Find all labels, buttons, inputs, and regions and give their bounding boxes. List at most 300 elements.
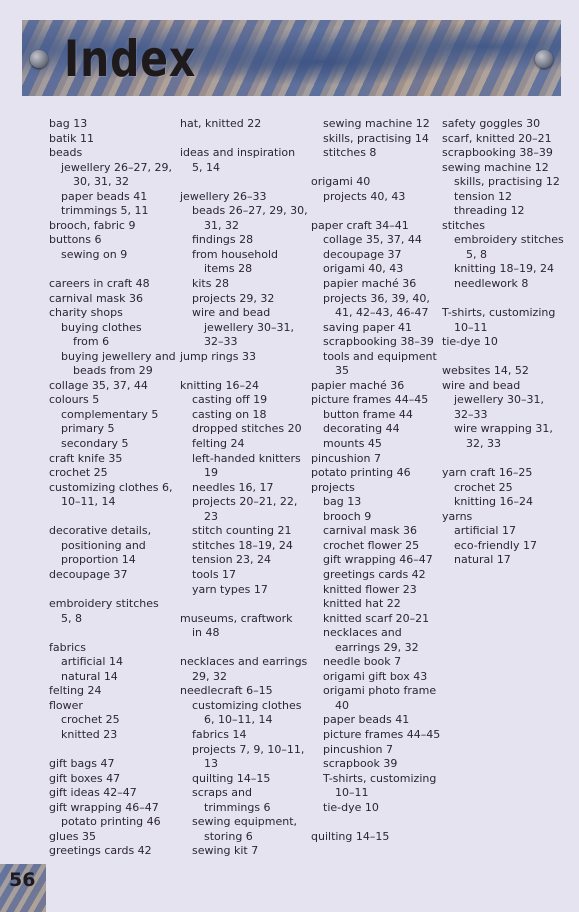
index-entry-line: 10–11 xyxy=(454,320,488,334)
index-entry-line: button frame 44 xyxy=(323,407,413,421)
index-entry-line: picture frames 44–45 xyxy=(323,727,441,741)
index-entry xyxy=(49,132,174,147)
index-column-4 xyxy=(442,117,567,568)
index-subentry xyxy=(311,335,436,350)
index-subentry xyxy=(180,277,305,292)
index-spacer xyxy=(311,161,436,176)
page-title: Index xyxy=(64,30,197,88)
index-entry-line: quilting 14–15 xyxy=(192,771,271,785)
index-entry-line: customizing clothes 6, xyxy=(49,480,173,494)
index-entry-line: jewellery 30–31, xyxy=(204,320,294,334)
index-entry-line: needlework 8 xyxy=(454,277,529,291)
index-entry xyxy=(49,117,174,132)
index-subentry xyxy=(180,728,305,743)
index-entry-line: artificial 17 xyxy=(454,524,516,538)
index-entry-line: wire wrapping 31, xyxy=(454,422,553,436)
index-entry-line: buttons 6 xyxy=(49,233,102,247)
rivet-icon xyxy=(535,50,553,68)
index-entry-line: jewellery 26–27, 29, xyxy=(61,160,172,174)
index-entry-line: greetings cards 42 xyxy=(323,567,426,581)
index-entry-line: needle book 7 xyxy=(323,655,402,669)
index-entry-line: pincushion 7 xyxy=(311,451,381,465)
index-entry-line: scraps and xyxy=(192,786,252,800)
index-entry-line: projects 20–21, 22, xyxy=(192,495,298,509)
index-entry-line: positioning and xyxy=(61,538,146,552)
index-spacer xyxy=(311,815,436,830)
index-spacer xyxy=(442,292,567,307)
index-entry xyxy=(49,699,174,714)
index-subentry xyxy=(180,481,305,496)
index-subentry xyxy=(49,713,174,728)
index-entry xyxy=(49,277,174,292)
page-number: 56 xyxy=(9,869,36,891)
index-entry-line: ideas and inspiration xyxy=(180,146,296,160)
index-subentry xyxy=(180,786,305,815)
index-entry-line: yarns xyxy=(442,509,473,523)
index-entry-line: 29, 32 xyxy=(192,669,227,683)
index-subentry xyxy=(180,524,305,539)
index-subentry xyxy=(311,626,436,655)
index-subentry xyxy=(180,772,305,787)
index-entry-line: necklaces and earrings xyxy=(180,655,308,669)
index-entry-line: potato printing 46 xyxy=(61,815,161,829)
index-subentry xyxy=(180,452,305,481)
index-entry-line: casting on 18 xyxy=(192,407,267,421)
index-subentry xyxy=(180,568,305,583)
index-entry-line: origami 40, 43 xyxy=(323,262,404,276)
index-subentry xyxy=(49,190,174,205)
index-entry xyxy=(49,524,174,568)
index-subentry xyxy=(180,539,305,554)
index-column-1 xyxy=(49,117,174,859)
index-entry-line: necklaces and xyxy=(323,626,402,640)
index-subentry xyxy=(311,292,436,321)
index-subentry xyxy=(180,292,305,307)
index-spacer xyxy=(49,743,174,758)
index-spacer xyxy=(49,510,174,525)
index-entry-line: decoupage 37 xyxy=(323,247,402,261)
index-entry-line: in 48 xyxy=(192,626,220,640)
index-entry-line: felting 24 xyxy=(192,437,245,451)
index-entry xyxy=(49,684,174,699)
index-entry-line: casting off 19 xyxy=(192,393,268,407)
index-entry-line: projects 40, 43 xyxy=(323,189,406,203)
index-subentry xyxy=(180,204,308,233)
index-subentry xyxy=(311,117,436,132)
index-entry-line: felting 24 xyxy=(49,684,102,698)
index-entry-line: scarf, knitted 20–21 xyxy=(442,131,552,145)
index-entry-line: items 28 xyxy=(204,262,253,276)
index-subentry xyxy=(49,815,174,830)
index-entry-line: greetings cards 42 xyxy=(49,844,152,858)
index-entry-line: 40 xyxy=(335,698,349,712)
index-entry-line: needlecraft 6–15 xyxy=(180,684,273,698)
index-entry-line: tie-dye 10 xyxy=(323,800,379,814)
index-entry-line: mounts 45 xyxy=(323,437,382,451)
index-entry-line: picture frames 44–45 xyxy=(311,393,429,407)
index-subentry xyxy=(442,233,567,262)
index-subentry xyxy=(442,190,567,205)
index-entry-line: tools 17 xyxy=(192,567,237,581)
index-entry-line: gift boxes 47 xyxy=(49,771,121,785)
index-entry-line: T-shirts, customizing xyxy=(442,306,556,320)
index-entry-line: scrapbook 39 xyxy=(323,757,398,771)
index-subentry xyxy=(442,539,567,554)
index-entry-line: 35 xyxy=(335,364,349,378)
index-entry-line: knitting 16–24 xyxy=(454,495,534,509)
index-entry-line: careers in craft 48 xyxy=(49,277,150,291)
index-entry-line: left-handed knitters xyxy=(192,451,301,465)
index-entry-line: natural 14 xyxy=(61,669,118,683)
index-entry-line: knitted scarf 20–21 xyxy=(323,611,430,625)
index-entry xyxy=(442,466,567,481)
index-entry xyxy=(311,393,436,408)
index-entry-line: trimmings 6 xyxy=(204,800,271,814)
index-entry xyxy=(442,510,567,525)
index-entry-line: saving paper 41 xyxy=(323,320,412,334)
index-entry xyxy=(49,801,174,816)
index-spacer xyxy=(49,626,174,641)
index-entry-line: projects xyxy=(311,480,355,494)
index-entry-line: websites 14, 52 xyxy=(442,364,529,378)
index-entry-line: 10–11 xyxy=(335,786,369,800)
index-entry-line: 31, 32 xyxy=(204,218,239,232)
index-entry xyxy=(49,481,174,510)
index-entry-line: 30, 31, 32 xyxy=(73,175,129,189)
index-entry xyxy=(180,655,308,684)
index-entry-line: 32, 33 xyxy=(466,437,501,451)
index-entry xyxy=(311,466,436,481)
index-entry-line: proportion 14 xyxy=(61,553,136,567)
index-entry xyxy=(49,786,174,801)
index-entry-line: brooch, fabric 9 xyxy=(49,218,136,232)
index-subentry xyxy=(311,233,436,248)
index-subentry xyxy=(442,553,567,568)
index-spacer xyxy=(49,262,174,277)
index-subentry xyxy=(311,510,436,525)
index-entry-line: bag 13 xyxy=(323,495,362,509)
index-entry-line: 32–33 xyxy=(204,335,238,349)
index-entry xyxy=(442,117,567,132)
index-entry-line: buying clothes xyxy=(61,320,142,334)
index-entry-line: sewing on 9 xyxy=(61,247,128,261)
index-entry-line: findings 28 xyxy=(192,233,254,247)
index-subentry xyxy=(311,553,436,568)
index-entry-line: museums, craftwork xyxy=(180,611,293,625)
index-subentry xyxy=(180,815,305,844)
index-entry-line: knitted hat 22 xyxy=(323,597,401,611)
index-entry-line: batik 11 xyxy=(49,131,94,145)
index-entry xyxy=(49,379,174,394)
index-entry-line: yarn types 17 xyxy=(192,582,268,596)
index-subentry xyxy=(311,350,436,379)
index-subentry xyxy=(180,699,305,728)
index-banner xyxy=(22,20,561,96)
index-entry-line: kits 28 xyxy=(192,277,229,291)
index-entry-line: crochet 25 xyxy=(61,713,120,727)
index-entry-line: earrings 29, 32 xyxy=(335,640,419,654)
index-entry-line: sewing machine 12 xyxy=(323,117,430,130)
index-subentry xyxy=(311,408,436,423)
index-entry-line: papier maché 36 xyxy=(311,378,405,392)
index-entry-line: wire and bead xyxy=(192,306,271,320)
index-entry-line: beads from 29 xyxy=(73,364,153,378)
index-entry-line: origami photo frame xyxy=(323,684,437,698)
index-entry-line: T-shirts, customizing xyxy=(323,771,437,785)
index-entry xyxy=(180,379,305,394)
index-entry-line: beads 26–27, 29, 30, xyxy=(192,204,308,218)
index-entry xyxy=(311,219,436,234)
index-entry xyxy=(180,350,305,365)
index-subentry xyxy=(180,248,305,277)
index-entry xyxy=(180,612,305,641)
index-entry xyxy=(442,219,567,234)
index-entry-line: collage 35, 37, 44 xyxy=(49,378,148,392)
index-subentry xyxy=(311,583,436,598)
index-entry-line: brooch 9 xyxy=(323,509,372,523)
index-subentry xyxy=(311,321,436,336)
index-subentry xyxy=(49,422,174,437)
index-column-2 xyxy=(180,117,308,859)
index-entry-line: stitches 18–19, 24 xyxy=(192,538,293,552)
index-subentry xyxy=(49,350,174,379)
index-entry xyxy=(442,335,567,350)
index-entry-line: 5, 8 xyxy=(466,247,487,261)
index-entry-line: tension 12 xyxy=(454,189,513,203)
index-entry-line: from household xyxy=(192,247,279,261)
index-subentry xyxy=(311,612,436,627)
index-entry xyxy=(180,117,305,132)
index-spacer xyxy=(180,597,305,612)
index-entry xyxy=(49,306,174,321)
index-entry xyxy=(49,146,174,161)
index-entry-line: pincushion 7 xyxy=(323,742,393,756)
index-subentry xyxy=(311,495,436,510)
index-entry xyxy=(49,757,174,772)
index-spacer xyxy=(442,452,567,467)
index-entry xyxy=(442,364,567,379)
index-spacer xyxy=(180,641,305,656)
index-subentry xyxy=(311,524,436,539)
index-subentry xyxy=(180,583,305,598)
index-subentry xyxy=(442,481,567,496)
index-entry-line: sewing kit 7 xyxy=(192,844,259,858)
index-entry-line: bag 13 xyxy=(49,117,88,130)
index-entry-line: origami 40 xyxy=(311,175,371,189)
index-subentry xyxy=(311,743,436,758)
index-entry-line: projects 36, 39, 40, xyxy=(323,291,430,305)
index-subentry xyxy=(180,408,305,423)
index-spacer xyxy=(442,350,567,365)
index-subentry xyxy=(311,132,436,147)
index-entry-line: origami gift box 43 xyxy=(323,669,428,683)
index-entry-line: skills, practising 12 xyxy=(454,175,560,189)
index-entry-line: threading 12 xyxy=(454,204,525,218)
index-subentry xyxy=(49,408,174,423)
index-entry-line: customizing clothes xyxy=(192,698,302,712)
index-subentry xyxy=(180,306,305,350)
index-subentry xyxy=(311,713,436,728)
index-subentry xyxy=(311,539,436,554)
index-spacer xyxy=(180,364,305,379)
index-entry-line: jump rings 33 xyxy=(180,349,256,363)
index-entry-line: secondary 5 xyxy=(61,437,129,451)
index-entry-line: skills, practising 14 xyxy=(323,131,429,145)
index-subentry xyxy=(311,801,436,816)
index-subentry xyxy=(49,321,174,350)
index-entry xyxy=(49,393,174,408)
index-entry-line: fabrics 14 xyxy=(192,727,247,741)
index-subentry xyxy=(442,204,567,219)
index-subentry xyxy=(311,727,441,743)
index-entry-line: papier maché 36 xyxy=(323,277,417,291)
index-subentry xyxy=(442,277,567,292)
index-subentry xyxy=(180,233,305,248)
index-subentry xyxy=(442,495,567,510)
index-entry-line: sewing equipment, xyxy=(192,815,298,829)
index-entry-line: artificial 14 xyxy=(61,655,123,669)
index-entry xyxy=(442,161,567,176)
index-entry-line: gift bags 47 xyxy=(49,757,115,771)
index-entry xyxy=(49,233,174,248)
index-entry-line: 19 xyxy=(204,466,218,480)
index-subentry xyxy=(442,262,567,277)
index-entry xyxy=(180,146,305,175)
index-entry-line: crochet flower 25 xyxy=(323,538,420,552)
index-subentry xyxy=(311,597,436,612)
index-subentry xyxy=(49,204,174,219)
index-entry-line: needles 16, 17 xyxy=(192,480,274,494)
index-entry-line: decorative details, xyxy=(49,524,152,538)
index-entry-line: eco-friendly 17 xyxy=(454,538,537,552)
index-entry-line: from 6 xyxy=(73,335,110,349)
index-entry-line: tools and equipment xyxy=(323,349,437,363)
index-entry xyxy=(311,379,436,394)
index-entry-line: projects 7, 9, 10–11, xyxy=(192,742,305,756)
index-entry xyxy=(180,190,305,205)
index-column-3 xyxy=(311,117,441,844)
index-entry-line: knitting 16–24 xyxy=(180,378,260,392)
index-entry-line: beads xyxy=(49,146,83,160)
index-spacer xyxy=(311,204,436,219)
index-entry xyxy=(311,830,436,845)
index-entry xyxy=(442,132,567,147)
index-entry-line: 13 xyxy=(204,757,218,771)
index-entry-line: 5, 8 xyxy=(61,611,82,625)
index-entry-line: knitted flower 23 xyxy=(323,582,417,596)
index-entry-line: yarn craft 16–25 xyxy=(442,466,533,480)
index-subentry xyxy=(442,524,567,539)
index-subentry xyxy=(311,262,436,277)
index-entry-line: potato printing 46 xyxy=(311,466,411,480)
index-entry xyxy=(442,306,567,335)
index-entry-line: complementary 5 xyxy=(61,407,159,421)
index-subentry xyxy=(311,670,436,685)
index-spacer xyxy=(180,175,305,190)
rivet-icon xyxy=(30,50,48,68)
index-entry-line: stitches xyxy=(442,218,485,232)
index-entry xyxy=(49,641,174,656)
index-entry-line: stitch counting 21 xyxy=(192,524,292,538)
index-entry-line: crochet 25 xyxy=(49,466,108,480)
index-entry-line: 32–33 xyxy=(454,407,488,421)
index-subentry xyxy=(311,568,436,583)
index-entry-line: 41, 42–43, 46-47 xyxy=(335,306,429,320)
index-entry xyxy=(442,379,567,423)
index-entry-line: glues 35 xyxy=(49,829,97,843)
index-entry xyxy=(49,597,174,626)
index-entry-line: charity shops xyxy=(49,306,123,320)
index-entry-line: quilting 14–15 xyxy=(311,829,390,843)
index-entry-line: decorating 44 xyxy=(323,422,400,436)
index-entry-line: safety goggles 30 xyxy=(442,117,541,130)
index-entry-line: flower xyxy=(49,698,83,712)
index-subentry xyxy=(180,422,305,437)
index-entry xyxy=(49,452,174,467)
index-entry-line: paper beads 41 xyxy=(323,713,410,727)
index-subentry xyxy=(311,146,436,161)
index-subentry xyxy=(180,743,305,772)
index-entry xyxy=(442,146,567,161)
index-entry-line: 5, 14 xyxy=(192,160,220,174)
index-entry xyxy=(49,292,174,307)
index-subentry xyxy=(311,190,436,205)
index-entry-line: carnival mask 36 xyxy=(323,524,417,538)
index-entry-line: dropped stitches 20 xyxy=(192,422,302,436)
index-entry-line: storing 6 xyxy=(204,829,253,843)
index-entry xyxy=(49,568,174,583)
index-entry-line: primary 5 xyxy=(61,422,115,436)
index-entry-line: embroidery stitches xyxy=(49,597,159,611)
index-subentry xyxy=(49,248,174,263)
index-entry xyxy=(49,830,174,845)
index-entry-line: knitted 23 xyxy=(61,727,118,741)
index-entry-line: natural 17 xyxy=(454,553,511,567)
index-entry-line: trimmings 5, 11 xyxy=(61,204,149,218)
index-entry-line: paper beads 41 xyxy=(61,189,148,203)
index-subentry xyxy=(442,422,567,451)
index-entry-line: 6, 10–11, 14 xyxy=(204,713,273,727)
index-subentry xyxy=(311,684,436,713)
index-entry-line: stitches 8 xyxy=(323,146,377,160)
index-entry-line: carnival mask 36 xyxy=(49,291,143,305)
index-subentry xyxy=(311,277,436,292)
index-entry-line: jewellery 30–31, xyxy=(454,393,544,407)
index-subentry xyxy=(442,175,567,190)
index-subentry xyxy=(180,495,305,524)
index-subentry xyxy=(49,437,174,452)
index-entry xyxy=(49,844,174,859)
index-subentry xyxy=(49,655,174,670)
index-subentry xyxy=(49,728,174,743)
index-entry xyxy=(311,452,436,467)
index-spacer xyxy=(49,583,174,598)
index-subentry xyxy=(180,393,305,408)
index-entry-line: gift wrapping 46–47 xyxy=(323,553,433,567)
index-subentry xyxy=(180,553,305,568)
index-entry-line: hat, knitted 22 xyxy=(180,117,262,130)
index-entry xyxy=(180,684,305,699)
index-entry-line: fabrics xyxy=(49,640,86,654)
index-entry xyxy=(49,772,174,787)
index-entry-line: scrapbooking 38–39 xyxy=(442,146,553,160)
index-entry-line: sewing machine 12 xyxy=(442,160,549,174)
index-entry-line: knitting 18–19, 24 xyxy=(454,262,555,276)
index-entry xyxy=(311,481,436,496)
index-subentry xyxy=(180,437,305,452)
index-entry-line: wire and bead xyxy=(442,378,521,392)
index-entry-line: gift ideas 42–47 xyxy=(49,786,137,800)
